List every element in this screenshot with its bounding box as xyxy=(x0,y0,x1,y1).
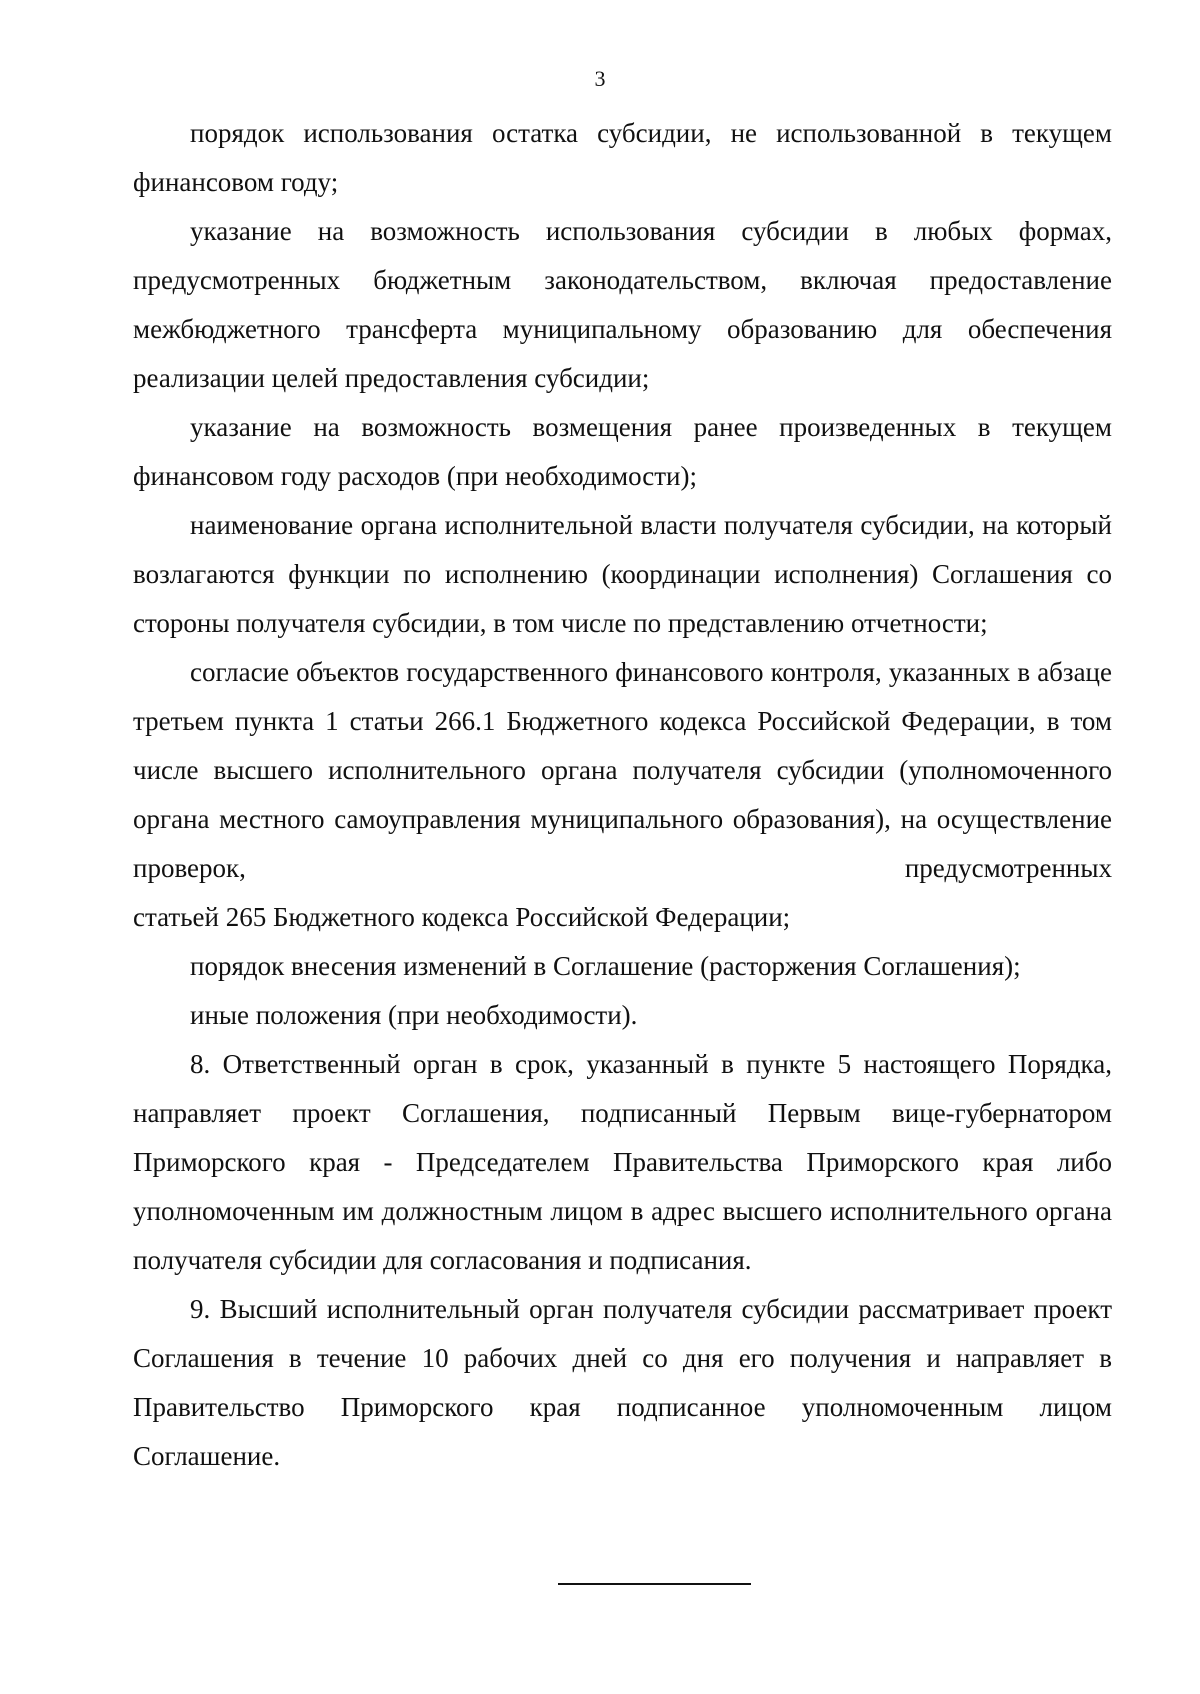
paragraph-item-9: 9. Высший исполнительный орган получателя субсидии рассматривает проект Соглашения в течение 10 рабочих дней со дня его получения и направляет в Правительство Приморского края подписанное уполномоченным лицом Соглашение. xyxy=(133,1294,1112,1471)
paragraph-item-8: 8. Ответственный орган в срок, указанный в пункте 5 настоящего Порядка, направляет проект Соглашения, подписанный Первым вице-губернатором Приморского края - Председателем Правительства Приморского края либо уполномоченным им должностным лицом в адрес высшего исполнительного органа получателя субсидии для согласования и подписания. xyxy=(133,1049,1112,1275)
paragraph-reimbursement: указание на возможность возмещения ранее произведенных в текущем финансовом году расходов (при необходимости); xyxy=(133,412,1112,491)
paragraph-control-consent: согласие объектов государственного финансового контроля, указанных в абзаце третьем пункта 1 статьи 266.1 Бюджетного кодекса Российской Федерации, в том числе высшего исполнительного органа получателя субсидии (уполномоченного органа местного самоуправления муниципального образования), на осуществление проверок, предусмотренных xyxy=(133,657,1112,883)
document-body xyxy=(133,109,1112,1481)
paragraph-subsidy-forms: указание на возможность использования субсидии в любых формах, предусмотренных бюджетным законодательством, включая предоставление межбюджетного трансферта муниципальному образованию для обеспечения реализации целей предоставления субсидии; xyxy=(133,216,1112,393)
paragraph-other-provisions: иные положения (при необходимости). xyxy=(190,1000,638,1030)
paragraph-executive-body: наименование органа исполнительной власти получателя субсидии, на который возлагаются функции по исполнению (координации исполнения) Соглашения со стороны получателя субсидии, в том числе по представлению отчетности; xyxy=(133,510,1112,638)
end-of-document-rule xyxy=(558,1583,751,1585)
page-number: 3 xyxy=(594,66,606,91)
paragraph-amendments: порядок внесения изменений в Соглашение (расторжения Соглашения); xyxy=(190,951,1021,981)
paragraph-subsidy-remainder: порядок использования остатка субсидии, не использованной в текущем финансовом году; xyxy=(133,118,1112,197)
paragraph-control-consent-end: статьей 265 Бюджетного кодекса Российской Федерации; xyxy=(133,902,791,932)
